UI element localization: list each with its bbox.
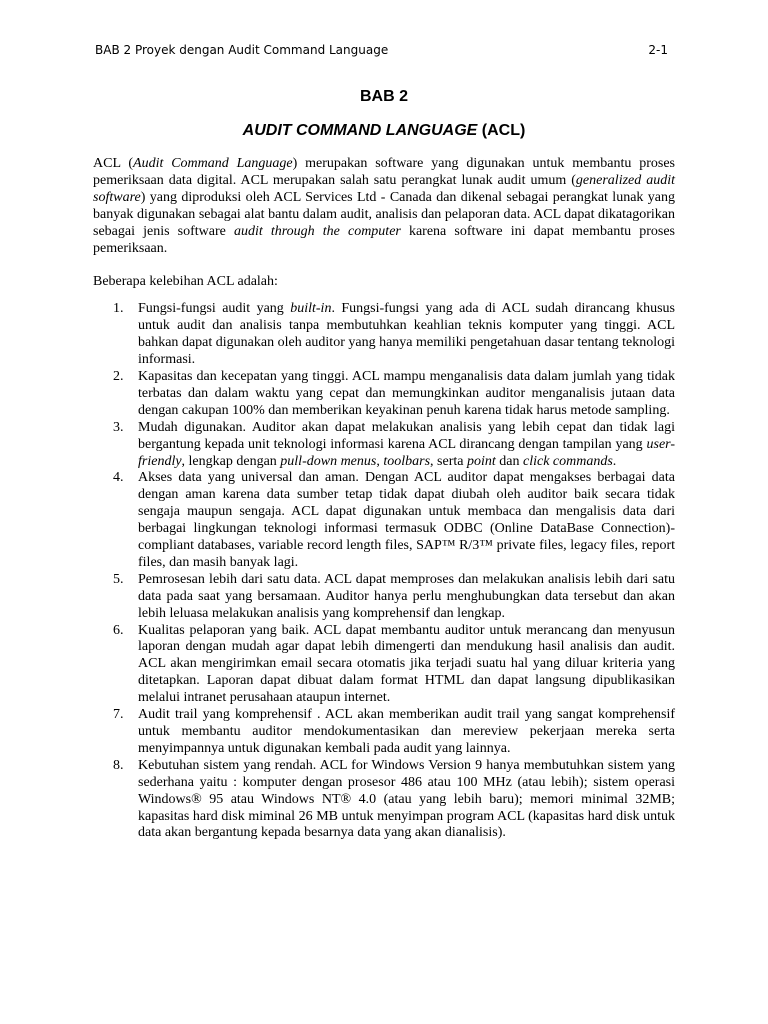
list-item	[93, 572, 675, 623]
list-item-number: 4.	[113, 470, 124, 486]
list-item	[93, 623, 675, 708]
intro-text-4: karena software ini dapat membantu proses pemeriksaan.	[93, 223, 675, 256]
list-item-italic: pull-down menus	[280, 453, 377, 469]
title-suffix: (ACL)	[477, 122, 526, 139]
list-item-number: 8.	[113, 757, 124, 773]
list-item	[93, 369, 675, 420]
advantages-list	[93, 301, 675, 842]
intro-italic-2: generalized audit software	[93, 172, 675, 205]
list-item-italic: user- friendly	[138, 436, 675, 469]
list-item-text: Kualitas pelaporan yang baik. ACL dapat membantu auditor untuk merancang dan menyusun laporan dengan mudah agar dapat lebih dimengerti dan mendukung hasil analisis dan audit. ACL akan mengirimkan email secara otomatis jika terjadi suatu hal yang diluar kriteria yang ditetapkan. Laporan dapat dibuat dalam format HTML dan dapat langsung dipublikasikan melalui intranet perusahaan ataupun internet.	[138, 622, 675, 706]
list-item-italic: click commands	[522, 453, 613, 469]
list-item-number: 6.	[113, 622, 124, 638]
list-item	[93, 470, 675, 571]
list-item-italic: built-in	[290, 301, 332, 317]
title-italic: AUDIT COMMAND LANGUAGE	[242, 122, 478, 139]
list-item-text: Kapasitas dan kecepatan yang tinggi. ACL mampu menganalisis data dalam jumlah yang tidak terbatas dan dalam waktu yang cepat dan memungkinkan auditor menganalisis jutaan data dengan cakupan 100% dan memberikan keyakinan penuh karena tidak harus metode sampling.	[138, 368, 675, 418]
list-item-text: Pemrosesan lebih dari satu data. ACL dapat memproses dan melakukan analisis lebih dari satu data pada saat yang bersamaan. Auditor hanya perlu menghubungkan data tersebut dan akan lebih leluasa melakukan analisis yang komprehensif dan lengkap.	[138, 571, 675, 621]
list-item-number: 5.	[113, 571, 124, 587]
chapter-heading: BAB 2	[359, 88, 408, 105]
document-body	[93, 156, 675, 842]
document-title	[0, 122, 768, 140]
list-item-text: Mudah digunakan. Auditor akan dapat melakukan analisis yang lebih cepat dan tidak lagi bergantung kepada unit teknologi informasi karena ACL dirancang dengan tampilan yang	[138, 419, 675, 452]
running-header	[95, 43, 668, 57]
list-item-number: 2.	[113, 368, 124, 384]
list-item-number: 1.	[113, 301, 124, 317]
list-item-text: Audit trail yang komprehensif . ACL akan memberikan audit trail yang sangat komprehensif untuk membantu auditor mendokumentasikan dan mereview pekerjaan mereka serta menyimpannya untuk digunakan kembali pada audit yang lainnya.	[138, 707, 675, 756]
list-item	[93, 420, 675, 471]
list-item-text: Fungsi-fungsi audit yang	[138, 301, 291, 317]
list-item-italic: point	[466, 453, 496, 469]
intro-italic-3: audit through the computer	[233, 223, 401, 239]
list-item	[93, 301, 675, 369]
list-item-text: ,	[376, 453, 384, 469]
list-item	[93, 758, 675, 843]
page-number: 2-1	[648, 43, 668, 57]
intro-text-3: ) yang diproduksi oleh ACL Services Ltd - Canada dan dikenal sebagai perangkat lunak yang banyak digunakan sebagai alat bantu dalam audit, analisis dan pelaporan data. ACL dapat dikatagorikan sebagai jenis software	[93, 189, 675, 239]
list-item-text: , serta	[430, 453, 467, 469]
list-item	[93, 707, 675, 758]
list-lead-paragraph: Beberapa kelebihan ACL adalah:	[93, 274, 278, 290]
list-item-text: Kebutuhan sistem yang rendah. ACL for Windows Version 9 hanya membutuhkan sistem yang sederhana yaitu : komputer dengan prosesor 486 atau 100 MHz (atau lebih); sistem operasi Windows® 95 atau Windows NT® 4.0 (atau yang lebih baru); memori minimal 32MB; kapasitas hard disk miminal 26 MB untuk menyimpan program ACL (kapasitas hard disk untuk data akan bergantung kepada besarnya data yang akan dianalisis).	[138, 757, 675, 841]
intro-paragraph	[93, 156, 675, 257]
list-item-text: Akses data yang universal dan aman. Dengan ACL auditor dapat mengakses berbagai data dengan aman karena data sumber tetap tidak dapat diubah oleh auditor baik secara tidak sengaja maupun sengaja. ACL dapat digunakan untuk membaca dan mengalisis data dari berbagai lingkungan teknologi informasi termasuk ODBC (Online DataBase Connection)-compliant databases, variable record length files, SAP™ R/3™ private files, legacy files, report files, dan masih banyak lagi.	[138, 470, 675, 570]
list-item-text: .	[612, 453, 617, 469]
list-item-number: 7.	[113, 707, 124, 723]
running-header-title: BAB 2 Proyek dengan Audit Command Language	[95, 43, 389, 57]
list-item-number: 3.	[113, 419, 124, 435]
intro-text-2: ) merupakan software yang digunakan untuk membantu proses pemeriksaan data digital. ACL merupakan salah satu perangkat lunak audit umum (	[93, 156, 675, 188]
list-item-text: , lengkap dengan	[181, 453, 281, 469]
list-item-italic: toolbars	[383, 453, 431, 469]
intro-italic-1: Audit Command Language	[133, 156, 293, 171]
intro-text-1: ACL (	[93, 156, 134, 171]
list-item-text: . Fungsi-fungsi yang ada di ACL sudah dirancang khusus untuk audit dan analisis tanpa membutuhkan keahlian teknis komputer yang tinggi. ACL bahkan dapat digunakan oleh auditor yang hanya memiliki pengetahuan dasar tentang teknologi informasi.	[138, 301, 675, 368]
list-item-text: dan	[495, 453, 523, 469]
